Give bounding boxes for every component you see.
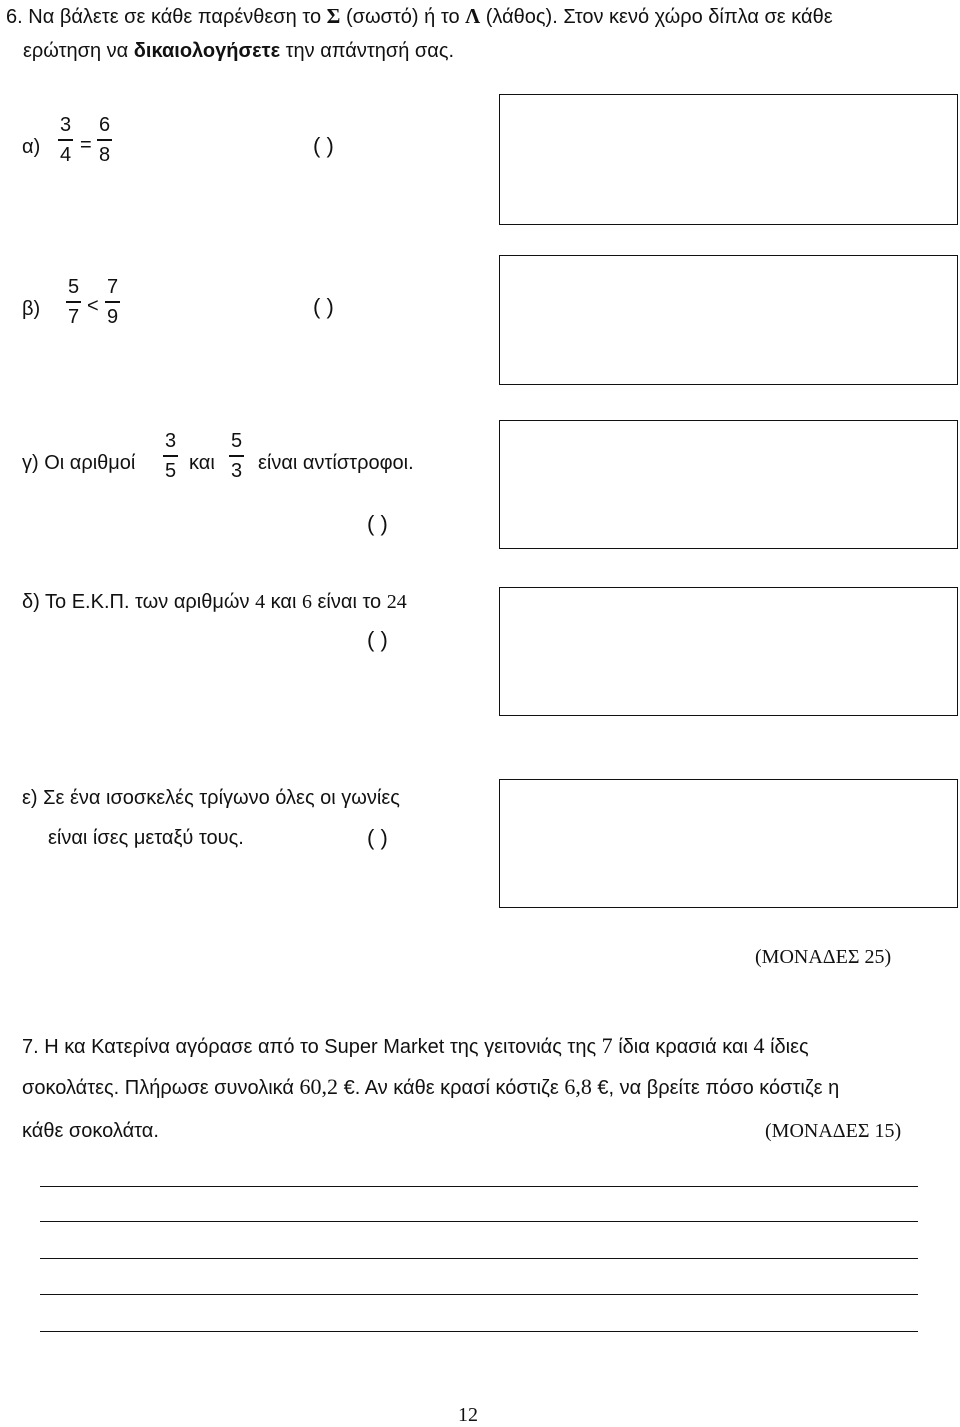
- denominator: 4: [60, 143, 72, 166]
- justification-box-c[interactable]: [499, 420, 958, 549]
- question-6-instruction-line2: [23, 39, 454, 63]
- question-6-instruction-line1: [6, 4, 833, 29]
- question-7-text: 7. Η κα Κατερίνα αγόρασε από το Super Market της γειτονιάς της: [22, 1036, 597, 1058]
- item-c-and: και: [189, 452, 215, 474]
- denominator: 8: [99, 143, 111, 166]
- fraction-a-right: [97, 114, 112, 166]
- item-a-label: α): [22, 136, 41, 158]
- total-amount: 60,2: [299, 1074, 339, 1099]
- instruction-text: την απάντησή σας.: [285, 40, 455, 62]
- question-7-text: σοκολάτες. Πλήρωσε συνολικά: [22, 1077, 294, 1099]
- number-chocolates: 4: [753, 1033, 765, 1058]
- denominator: 3: [231, 459, 243, 482]
- number-4: 4: [255, 591, 266, 613]
- euro-symbol: €: [597, 1077, 609, 1099]
- answer-paren-a[interactable]: ( ): [313, 133, 334, 158]
- symbol-false: Λ: [465, 4, 481, 28]
- answer-paren-c[interactable]: ( ): [367, 511, 388, 536]
- instruction-text: Να βάλετε σε κάθε παρένθεση το: [28, 6, 322, 28]
- justification-box-b[interactable]: [499, 255, 958, 385]
- euro-symbol: €: [343, 1077, 355, 1099]
- justification-box-a[interactable]: [499, 94, 958, 225]
- answer-paren-e[interactable]: ( ): [367, 825, 388, 850]
- answer-paren-b[interactable]: ( ): [313, 294, 334, 319]
- numerator: 6: [99, 114, 111, 136]
- number-wines: 7: [601, 1033, 613, 1058]
- denominator: 7: [68, 305, 80, 328]
- page-number: 12: [458, 1404, 478, 1426]
- instruction-text: (λάθος). Στον κενό χώρο δίπλα σε κάθε: [485, 6, 833, 28]
- wine-price: 6,8: [564, 1074, 592, 1099]
- answer-line-5[interactable]: [40, 1331, 918, 1332]
- question-7-line2: [22, 1075, 839, 1100]
- answer-paren-d[interactable]: ( ): [367, 627, 388, 652]
- points-q6: (ΜΟΝΑΔΕΣ 25): [755, 946, 892, 968]
- numerator: 7: [107, 276, 119, 298]
- question-number: 6.: [6, 6, 23, 28]
- fraction-c-right: [229, 430, 244, 482]
- points-q7: (ΜΟΝΑΔΕΣ 15): [765, 1120, 902, 1142]
- question-7-text: . Αν κάθε κρασί κόστιζε: [354, 1077, 559, 1099]
- denominator: 5: [165, 459, 177, 482]
- item-d-and: και: [270, 591, 297, 613]
- denominator: 9: [107, 305, 119, 328]
- item-b-label: β): [22, 298, 41, 320]
- item-c-label: γ) Οι αριθμοί: [22, 452, 136, 474]
- question-7-text: ίδιες: [770, 1036, 809, 1058]
- question-7-text: ίδια κρασιά και: [618, 1036, 748, 1058]
- answer-line-1[interactable]: [40, 1186, 918, 1187]
- answer-line-2[interactable]: [40, 1221, 918, 1222]
- answer-line-4[interactable]: [40, 1294, 918, 1295]
- justification-box-e[interactable]: [499, 779, 958, 908]
- fraction-c-left: [163, 430, 178, 482]
- number-24: 24: [386, 591, 407, 613]
- item-d-text: [22, 590, 407, 614]
- instruction-text: ερώτηση να: [23, 40, 129, 62]
- instruction-text: (σωστό) ή το: [345, 6, 460, 28]
- fraction-b-right: [105, 276, 120, 328]
- numerator: 5: [231, 430, 243, 452]
- answer-line-3[interactable]: [40, 1258, 918, 1259]
- number-6: 6: [301, 591, 312, 613]
- item-d-label: δ) Το: [22, 591, 67, 613]
- fraction-b-left: [66, 276, 81, 328]
- question-7-line1: [22, 1034, 809, 1059]
- fraction-a-left: [58, 114, 73, 166]
- numerator: 3: [165, 430, 177, 452]
- item-e-line2: είναι ίσες μεταξύ τους.: [48, 827, 244, 849]
- item-d-is-text: είναι το: [317, 591, 382, 613]
- less-than-sign: <: [87, 295, 99, 317]
- numerator: 5: [68, 276, 80, 298]
- equals-sign: =: [80, 134, 92, 156]
- instruction-emphasis: δικαιολογήσετε: [133, 40, 281, 62]
- symbol-true: Σ: [326, 4, 341, 28]
- justification-box-d[interactable]: [499, 587, 958, 716]
- item-c-end: είναι αντίστροφοι.: [258, 452, 414, 474]
- item-e-line1: ε) Σε ένα ισοσκελές τρίγωνο όλες οι γωνίες: [22, 787, 400, 809]
- numerator: 3: [60, 114, 72, 136]
- question-7-text: , να βρείτε πόσο κόστιζε η: [608, 1077, 840, 1099]
- question-7-line3: κάθε σοκολάτα.: [22, 1120, 159, 1142]
- item-d-lcm-text: Ε.Κ.Π. των αριθμών: [71, 591, 250, 613]
